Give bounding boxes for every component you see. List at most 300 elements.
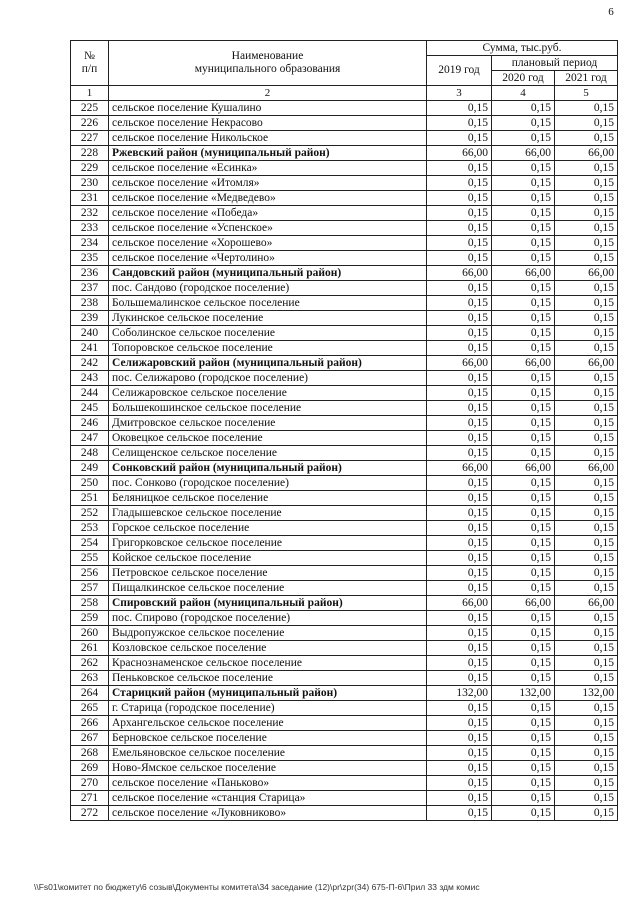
row-value-2021: 0,15	[555, 536, 618, 551]
row-value-2019: 0,15	[427, 701, 492, 716]
row-value-2021: 0,15	[555, 611, 618, 626]
table-row	[71, 686, 618, 701]
table-row	[71, 116, 618, 131]
row-value-2020: 0,15	[492, 371, 555, 386]
row-value-2020: 66,00	[492, 596, 555, 611]
row-municipality-name: Койское сельское поселение	[109, 551, 427, 566]
row-value-2021: 0,15	[555, 761, 618, 776]
row-value-2019: 0,15	[427, 521, 492, 536]
row-number: 254	[71, 536, 109, 551]
row-value-2021: 0,15	[555, 671, 618, 686]
row-value-2019: 0,15	[427, 761, 492, 776]
row-number: 238	[71, 296, 109, 311]
row-value-2019: 0,15	[427, 176, 492, 191]
row-number: 268	[71, 746, 109, 761]
row-municipality-name: Емельяновское сельское поселение	[109, 746, 427, 761]
subsidy-table	[70, 40, 618, 821]
table-row	[71, 581, 618, 596]
row-value-2020: 66,00	[492, 356, 555, 371]
header-year-2021: 2021 год	[555, 71, 618, 86]
row-value-2021: 66,00	[555, 356, 618, 371]
row-value-2020: 0,15	[492, 251, 555, 266]
row-value-2020: 0,15	[492, 281, 555, 296]
row-value-2021: 0,15	[555, 506, 618, 521]
row-value-2020: 0,15	[492, 341, 555, 356]
row-municipality-name: сельское поселение Некрасово	[109, 116, 427, 131]
row-municipality-name: Сандовский район (муниципальный район)	[109, 266, 427, 281]
table-row	[71, 536, 618, 551]
row-value-2020: 0,15	[492, 791, 555, 806]
row-municipality-name: Большемалинское сельское поселение	[109, 296, 427, 311]
table-row	[71, 176, 618, 191]
row-municipality-name: Старицкий район (муниципальный район)	[109, 686, 427, 701]
row-municipality-name: сельское поселение «Итомля»	[109, 176, 427, 191]
row-number: 269	[71, 761, 109, 776]
table-row	[71, 386, 618, 401]
row-number: 267	[71, 731, 109, 746]
table-row	[71, 641, 618, 656]
row-value-2019: 0,15	[427, 641, 492, 656]
row-value-2019: 0,15	[427, 416, 492, 431]
row-municipality-name: Гладышевское сельское поселение	[109, 506, 427, 521]
row-value-2021: 132,00	[555, 686, 618, 701]
row-value-2020: 0,15	[492, 746, 555, 761]
row-value-2021: 0,15	[555, 446, 618, 461]
row-municipality-name: Ново-Ямское сельское поселение	[109, 761, 427, 776]
table-row	[71, 731, 618, 746]
header-number: № п/п	[71, 41, 109, 86]
row-number: 262	[71, 656, 109, 671]
footer-file-path: \\Fs01\комитет по бюджету\6 созыв\Документы комитета\34 заседание (12)\pr\zpr(34) 675-П-6\Прил 33 здм комис	[34, 882, 480, 892]
row-value-2021: 0,15	[555, 791, 618, 806]
row-value-2020: 0,15	[492, 131, 555, 146]
row-value-2019: 0,15	[427, 101, 492, 116]
row-value-2019: 0,15	[427, 161, 492, 176]
row-value-2019: 66,00	[427, 356, 492, 371]
table-body	[71, 101, 618, 821]
row-number: 235	[71, 251, 109, 266]
row-value-2019: 0,15	[427, 446, 492, 461]
header-index-1: 1	[71, 86, 109, 101]
row-value-2021: 0,15	[555, 551, 618, 566]
table-row	[71, 776, 618, 791]
row-number: 256	[71, 566, 109, 581]
table-row	[71, 146, 618, 161]
row-value-2020: 132,00	[492, 686, 555, 701]
row-value-2020: 0,15	[492, 656, 555, 671]
row-value-2021: 0,15	[555, 296, 618, 311]
row-value-2019: 0,15	[427, 611, 492, 626]
row-value-2021: 0,15	[555, 731, 618, 746]
row-value-2019: 0,15	[427, 671, 492, 686]
row-number: 266	[71, 716, 109, 731]
row-value-2019: 0,15	[427, 656, 492, 671]
row-municipality-name: сельское поселение «Луковниково»	[109, 806, 427, 821]
row-number: 245	[71, 401, 109, 416]
row-value-2021: 0,15	[555, 656, 618, 671]
row-value-2021: 0,15	[555, 701, 618, 716]
row-value-2020: 0,15	[492, 566, 555, 581]
row-number: 270	[71, 776, 109, 791]
row-value-2020: 0,15	[492, 101, 555, 116]
row-value-2019: 132,00	[427, 686, 492, 701]
row-value-2019: 0,15	[427, 731, 492, 746]
row-number: 251	[71, 491, 109, 506]
row-number: 226	[71, 116, 109, 131]
row-value-2021: 66,00	[555, 596, 618, 611]
row-value-2019: 0,15	[427, 566, 492, 581]
header-year-2020: 2020 год	[492, 71, 555, 86]
row-number: 252	[71, 506, 109, 521]
row-value-2021: 0,15	[555, 416, 618, 431]
row-value-2021: 0,15	[555, 386, 618, 401]
row-number: 272	[71, 806, 109, 821]
row-value-2020: 0,15	[492, 311, 555, 326]
row-value-2019: 0,15	[427, 806, 492, 821]
row-value-2021: 66,00	[555, 461, 618, 476]
row-value-2021: 0,15	[555, 236, 618, 251]
row-number: 233	[71, 221, 109, 236]
row-value-2021: 66,00	[555, 266, 618, 281]
row-number: 257	[71, 581, 109, 596]
table-row	[71, 281, 618, 296]
table-row	[71, 791, 618, 806]
row-value-2019: 0,15	[427, 371, 492, 386]
row-municipality-name: сельское поселение «Паньково»	[109, 776, 427, 791]
header-index-3: 3	[427, 86, 492, 101]
row-value-2021: 0,15	[555, 161, 618, 176]
row-value-2020: 0,15	[492, 206, 555, 221]
row-number: 229	[71, 161, 109, 176]
row-value-2021: 0,15	[555, 746, 618, 761]
row-municipality-name: сельское поселение Никольское	[109, 131, 427, 146]
row-value-2021: 66,00	[555, 146, 618, 161]
row-value-2021: 0,15	[555, 281, 618, 296]
table-row	[71, 101, 618, 116]
row-value-2020: 0,15	[492, 296, 555, 311]
row-value-2020: 0,15	[492, 641, 555, 656]
row-value-2019: 0,15	[427, 206, 492, 221]
row-number: 265	[71, 701, 109, 716]
row-value-2020: 0,15	[492, 446, 555, 461]
row-number: 239	[71, 311, 109, 326]
table-row	[71, 311, 618, 326]
row-value-2020: 0,15	[492, 701, 555, 716]
table-row	[71, 671, 618, 686]
row-value-2019: 0,15	[427, 746, 492, 761]
row-value-2019: 0,15	[427, 581, 492, 596]
row-value-2020: 0,15	[492, 551, 555, 566]
table-row	[71, 566, 618, 581]
row-value-2020: 0,15	[492, 521, 555, 536]
row-number: 271	[71, 791, 109, 806]
table-row	[71, 416, 618, 431]
row-value-2021: 0,15	[555, 521, 618, 536]
row-value-2019: 0,15	[427, 326, 492, 341]
row-value-2019: 0,15	[427, 536, 492, 551]
row-municipality-name: Выдропужское сельское поселение	[109, 626, 427, 641]
row-value-2019: 0,15	[427, 476, 492, 491]
table-row	[71, 296, 618, 311]
row-number: 249	[71, 461, 109, 476]
table-row	[71, 356, 618, 371]
table-row	[71, 491, 618, 506]
row-value-2021: 0,15	[555, 371, 618, 386]
row-municipality-name: Григорковское сельское поселение	[109, 536, 427, 551]
row-value-2021: 0,15	[555, 131, 618, 146]
row-municipality-name: Соболинское сельское поселение	[109, 326, 427, 341]
row-municipality-name: Пеньковское сельское поселение	[109, 671, 427, 686]
row-number: 246	[71, 416, 109, 431]
row-value-2021: 0,15	[555, 491, 618, 506]
row-number: 261	[71, 641, 109, 656]
table-row	[71, 401, 618, 416]
row-value-2021: 0,15	[555, 641, 618, 656]
row-value-2021: 0,15	[555, 431, 618, 446]
row-number: 250	[71, 476, 109, 491]
row-number: 264	[71, 686, 109, 701]
table-row	[71, 446, 618, 461]
row-value-2020: 0,15	[492, 731, 555, 746]
row-value-2020: 66,00	[492, 461, 555, 476]
row-municipality-name: Ржевский район (муниципальный район)	[109, 146, 427, 161]
table-row	[71, 461, 618, 476]
row-number: 244	[71, 386, 109, 401]
row-value-2021: 0,15	[555, 581, 618, 596]
row-municipality-name: Берновское сельское поселение	[109, 731, 427, 746]
row-value-2020: 0,15	[492, 506, 555, 521]
header-sum: Сумма, тыс.руб.	[427, 41, 618, 56]
row-value-2020: 0,15	[492, 116, 555, 131]
row-value-2019: 0,15	[427, 281, 492, 296]
row-number: 225	[71, 101, 109, 116]
row-municipality-name: сельское поселение «Успенское»	[109, 221, 427, 236]
row-number: 255	[71, 551, 109, 566]
row-value-2019: 0,15	[427, 236, 492, 251]
row-value-2021: 0,15	[555, 626, 618, 641]
row-value-2020: 0,15	[492, 221, 555, 236]
row-value-2019: 0,15	[427, 131, 492, 146]
row-municipality-name: Селижаровское сельское поселение	[109, 386, 427, 401]
row-value-2020: 0,15	[492, 161, 555, 176]
row-number: 253	[71, 521, 109, 536]
row-municipality-name: Козловское сельское поселение	[109, 641, 427, 656]
header-name: Наименование муниципального образования	[109, 41, 427, 86]
table-row	[71, 236, 618, 251]
row-municipality-name: Архангельское сельское поселение	[109, 716, 427, 731]
row-value-2019: 0,15	[427, 386, 492, 401]
table-row	[71, 521, 618, 536]
row-value-2019: 66,00	[427, 266, 492, 281]
row-municipality-name: Лукинское сельское поселение	[109, 311, 427, 326]
table-row	[71, 371, 618, 386]
header-plan-period: плановый период	[492, 56, 618, 71]
row-value-2019: 0,15	[427, 431, 492, 446]
row-value-2021: 0,15	[555, 341, 618, 356]
row-municipality-name: Большекошинское сельское поселение	[109, 401, 427, 416]
row-value-2021: 0,15	[555, 326, 618, 341]
row-number: 236	[71, 266, 109, 281]
table-row	[71, 806, 618, 821]
table-row	[71, 761, 618, 776]
row-value-2020: 0,15	[492, 671, 555, 686]
header-index-2: 2	[109, 86, 427, 101]
row-value-2021: 0,15	[555, 776, 618, 791]
row-number: 240	[71, 326, 109, 341]
row-number: 248	[71, 446, 109, 461]
row-number: 231	[71, 191, 109, 206]
header-index-5: 5	[555, 86, 618, 101]
row-value-2021: 0,15	[555, 476, 618, 491]
table-row	[71, 701, 618, 716]
row-municipality-name: Оковецкое сельское поселение	[109, 431, 427, 446]
row-municipality-name: сельское поселение «Есинка»	[109, 161, 427, 176]
table-row	[71, 656, 618, 671]
row-value-2020: 0,15	[492, 491, 555, 506]
table-row	[71, 131, 618, 146]
row-value-2020: 66,00	[492, 146, 555, 161]
row-number: 243	[71, 371, 109, 386]
table-row	[71, 506, 618, 521]
row-number: 263	[71, 671, 109, 686]
row-number: 258	[71, 596, 109, 611]
row-value-2021: 0,15	[555, 176, 618, 191]
row-value-2020: 0,15	[492, 326, 555, 341]
row-number: 227	[71, 131, 109, 146]
row-value-2019: 0,15	[427, 491, 492, 506]
table-row	[71, 161, 618, 176]
row-value-2019: 0,15	[427, 221, 492, 236]
row-value-2019: 0,15	[427, 116, 492, 131]
row-value-2021: 0,15	[555, 116, 618, 131]
row-value-2019: 0,15	[427, 341, 492, 356]
row-value-2021: 0,15	[555, 311, 618, 326]
row-value-2020: 0,15	[492, 236, 555, 251]
row-number: 242	[71, 356, 109, 371]
row-value-2019: 0,15	[427, 251, 492, 266]
row-municipality-name: сельское поселение «Победа»	[109, 206, 427, 221]
row-municipality-name: Селижаровский район (муниципальный район)	[109, 356, 427, 371]
table-row	[71, 341, 618, 356]
row-municipality-name: пос. Селижарово (городское поселение)	[109, 371, 427, 386]
row-value-2019: 66,00	[427, 596, 492, 611]
row-value-2019: 66,00	[427, 461, 492, 476]
row-municipality-name: пос. Спирово (городское поселение)	[109, 611, 427, 626]
row-value-2020: 0,15	[492, 416, 555, 431]
row-value-2020: 0,15	[492, 626, 555, 641]
row-value-2019: 0,15	[427, 551, 492, 566]
row-value-2020: 0,15	[492, 386, 555, 401]
row-value-2019: 0,15	[427, 506, 492, 521]
table-row	[71, 551, 618, 566]
row-value-2020: 0,15	[492, 401, 555, 416]
row-value-2019: 0,15	[427, 791, 492, 806]
row-municipality-name: пос. Сонково (городское поселение)	[109, 476, 427, 491]
row-number: 230	[71, 176, 109, 191]
row-value-2020: 0,15	[492, 191, 555, 206]
row-value-2021: 0,15	[555, 191, 618, 206]
row-municipality-name: Пищалкинское сельское поселение	[109, 581, 427, 596]
table-row	[71, 191, 618, 206]
page-number: 6	[608, 6, 614, 18]
row-number: 241	[71, 341, 109, 356]
row-number: 260	[71, 626, 109, 641]
row-value-2021: 0,15	[555, 221, 618, 236]
row-value-2021: 0,15	[555, 716, 618, 731]
row-municipality-name: сельское поселение Кушалино	[109, 101, 427, 116]
row-municipality-name: Топоровское сельское поселение	[109, 341, 427, 356]
row-value-2020: 0,15	[492, 431, 555, 446]
row-value-2020: 0,15	[492, 176, 555, 191]
row-value-2019: 0,15	[427, 296, 492, 311]
row-number: 228	[71, 146, 109, 161]
row-municipality-name: сельское поселение «станция Старица»	[109, 791, 427, 806]
table-row	[71, 716, 618, 731]
row-number: 237	[71, 281, 109, 296]
table-row	[71, 431, 618, 446]
row-value-2020: 0,15	[492, 716, 555, 731]
row-value-2019: 0,15	[427, 401, 492, 416]
row-value-2019: 0,15	[427, 716, 492, 731]
row-municipality-name: Петровское сельское поселение	[109, 566, 427, 581]
table-row	[71, 626, 618, 641]
row-value-2021: 0,15	[555, 206, 618, 221]
row-value-2020: 0,15	[492, 611, 555, 626]
row-number: 234	[71, 236, 109, 251]
row-value-2020: 0,15	[492, 776, 555, 791]
row-value-2019: 0,15	[427, 191, 492, 206]
row-value-2021: 0,15	[555, 101, 618, 116]
table-row	[71, 746, 618, 761]
table-row	[71, 251, 618, 266]
row-value-2020: 0,15	[492, 761, 555, 776]
table-row	[71, 266, 618, 281]
row-value-2019: 66,00	[427, 146, 492, 161]
row-municipality-name: г. Старица (городское поселение)	[109, 701, 427, 716]
row-value-2020: 0,15	[492, 806, 555, 821]
row-value-2019: 0,15	[427, 311, 492, 326]
row-value-2019: 0,15	[427, 776, 492, 791]
table-row	[71, 206, 618, 221]
row-municipality-name: сельское поселение «Чертолино»	[109, 251, 427, 266]
row-value-2020: 0,15	[492, 581, 555, 596]
row-value-2021: 0,15	[555, 806, 618, 821]
row-number: 259	[71, 611, 109, 626]
row-value-2021: 0,15	[555, 401, 618, 416]
table-row	[71, 326, 618, 341]
row-municipality-name: Сонковский район (муниципальный район)	[109, 461, 427, 476]
row-number: 232	[71, 206, 109, 221]
row-municipality-name: Селищенское сельское поселение	[109, 446, 427, 461]
row-value-2021: 0,15	[555, 566, 618, 581]
table-row	[71, 476, 618, 491]
row-municipality-name: Беляницкое сельское поселение	[109, 491, 427, 506]
row-value-2020: 0,15	[492, 536, 555, 551]
table-row	[71, 596, 618, 611]
table-row	[71, 611, 618, 626]
header-index-4: 4	[492, 86, 555, 101]
row-municipality-name: Краснознаменское сельское поселение	[109, 656, 427, 671]
row-municipality-name: Дмитровское сельское поселение	[109, 416, 427, 431]
row-municipality-name: сельское поселение «Хорошево»	[109, 236, 427, 251]
row-value-2020: 66,00	[492, 266, 555, 281]
table-row	[71, 221, 618, 236]
row-number: 247	[71, 431, 109, 446]
row-municipality-name: сельское поселение «Медведево»	[109, 191, 427, 206]
row-municipality-name: пос. Сандово (городское поселение)	[109, 281, 427, 296]
row-value-2020: 0,15	[492, 476, 555, 491]
row-municipality-name: Спировский район (муниципальный район)	[109, 596, 427, 611]
